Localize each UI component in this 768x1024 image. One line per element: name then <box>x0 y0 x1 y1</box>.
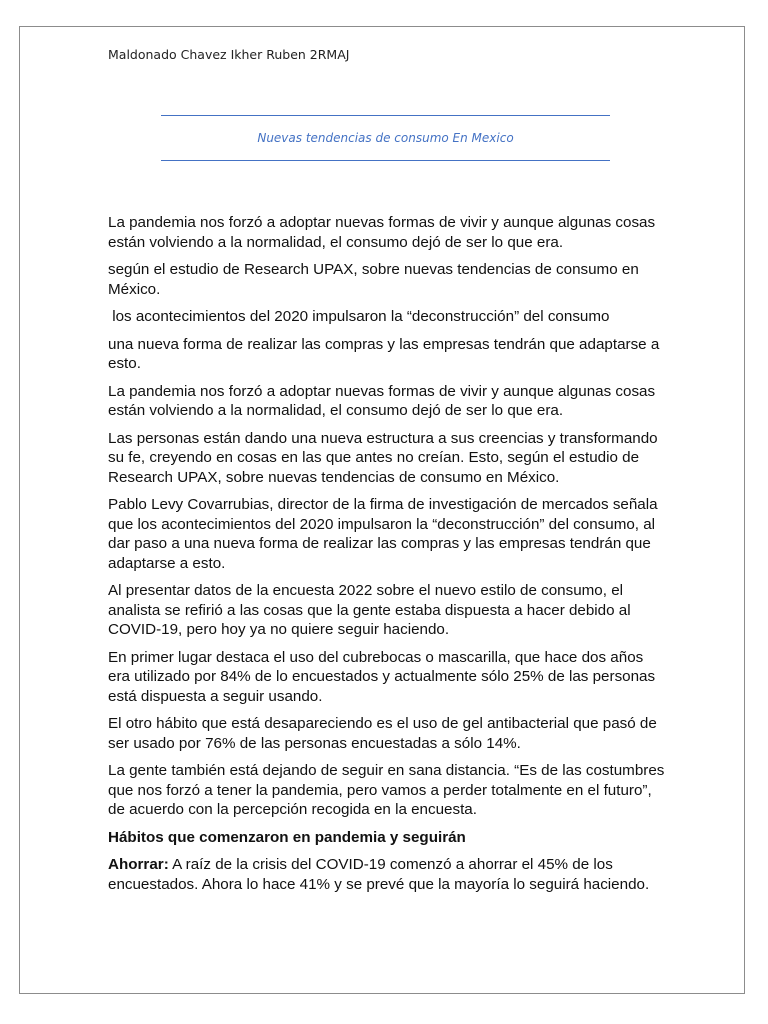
document-page <box>19 26 745 994</box>
paragraph: Pablo Levy Covarrubias, director de la firma de investigación de mercados señala que los acontecimientos del 2020 impulsaron la “deconstrucción” del consumo, al dar paso a una nueva forma de realizar las compras y las empresas tendrán que adaptarse a esto. <box>108 496 658 572</box>
title-rule-bottom <box>161 160 610 161</box>
title-rule-top <box>161 115 610 116</box>
ahorrar-label: Ahorrar: <box>108 856 169 873</box>
author-line: Maldonado Chavez Ikher Ruben 2RMAJ <box>108 47 350 62</box>
paragraph: una nueva forma de realizar las compras y las empresas tendrán que adaptarse a esto. <box>108 335 660 372</box>
paragraph: La gente también está dejando de seguir en sana distancia. “Es de las costumbres que nos forzó a tener la pandemia, pero vamos a perder totalmente en el futuro”, de acuerdo con la percepción recogida en la encuesta. <box>108 762 665 818</box>
document-body <box>108 213 668 902</box>
paragraph: los acontecimientos del 2020 impulsaron la “deconstrucción” del consumo <box>108 308 610 325</box>
ahorrar-text: A raíz de la crisis del COVID-19 comenzó a ahorrar el 45% de los encuestados. Ahora lo hace 41% y se prevé que la mayoría lo seguirá haciendo. <box>108 856 650 893</box>
paragraph: El otro hábito que está desapareciendo es el uso de gel antibacterial que pasó de ser usado por 76% de las personas encuestadas a sólo 14%. <box>108 715 657 752</box>
section-heading: Hábitos que comenzaron en pandemia y seguirán <box>108 828 466 846</box>
paragraph: según el estudio de Research UPAX, sobre nuevas tendencias de consumo en México. <box>108 261 639 298</box>
paragraph: La pandemia nos forzó a adoptar nuevas formas de vivir y aunque algunas cosas están volviendo a la normalidad, el consumo dejó de ser lo que era. <box>108 382 656 419</box>
paragraph: La pandemia nos forzó a adoptar nuevas formas de vivir y aunque algunas cosas están volviendo a la normalidad, el consumo dejó de ser lo que era. <box>108 214 656 251</box>
paragraph: Las personas están dando una nueva estructura a sus creencias y transformando su fe, creyendo en cosas en las que antes no creían. Esto, según el estudio de Research UPAX, sobre nuevas tendencias de consumo en México. <box>108 429 658 486</box>
paragraph: Al presentar datos de la encuesta 2022 sobre el nuevo estilo de consumo, el analista se refirió a las cosas que la gente estaba dispuesta a hacer debido al COVID-19, pero hoy ya no quiere seguir haciendo. <box>108 582 631 638</box>
document-title: Nuevas tendencias de consumo En Mexico <box>257 131 514 145</box>
paragraph: En primer lugar destaca el uso del cubrebocas o mascarilla, que hace dos años era utilizado por 84% de lo encuestados y actualmente sólo 25% de las personas está dispuesta a seguir usando. <box>108 648 656 705</box>
paragraph-ahorrar <box>108 855 668 894</box>
